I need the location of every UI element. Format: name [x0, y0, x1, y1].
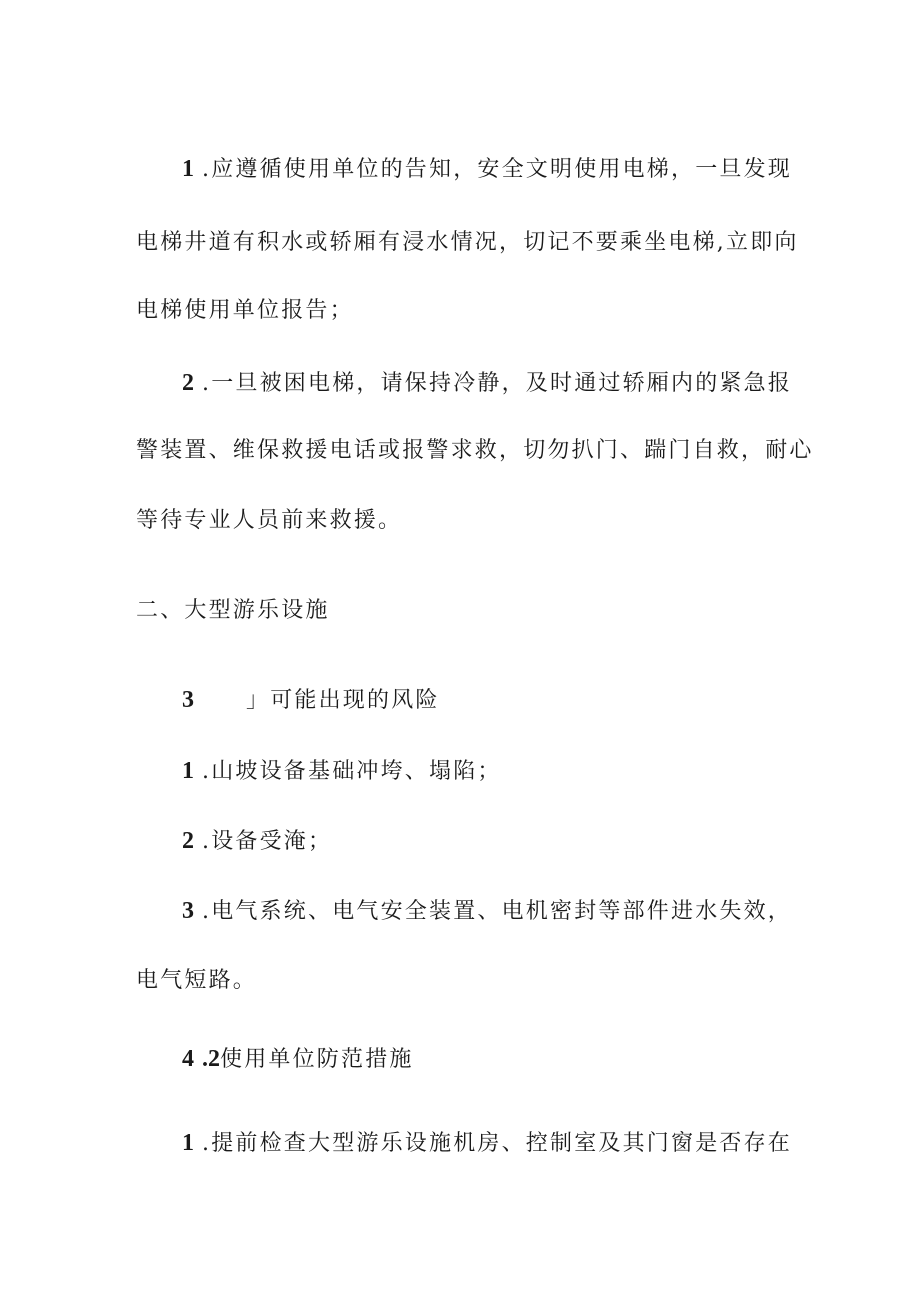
subheading-risks-text: 」可能出现的风险: [246, 688, 440, 713]
p1-text-line2: 电梯井道有积水或轿厢有浸水情况，切记不要乘坐电梯,立即向: [136, 230, 799, 255]
measure-item-1: [182, 1128, 792, 1159]
p1-line3: [136, 296, 354, 326]
subheading-risks: [182, 685, 440, 716]
p1-text-line1: .应遵循使用单位的告知，安全文明使用电梯，一旦发现: [202, 157, 792, 182]
subheading-risks-number: 3: [182, 687, 194, 713]
subheading-measures-text: 使用单位防范措施: [220, 1047, 414, 1072]
risk-item-2: [182, 826, 332, 857]
p1-line1: [182, 154, 792, 185]
risk-1-text: .山坡设备基础冲垮、塌陷；: [202, 759, 502, 784]
risk-3-text-line1: .电气系统、电气安全装置、电机密封等部件进水失效，: [202, 899, 792, 924]
risk-item-3-line1: [182, 896, 792, 927]
p2-text-line2: 警装置、维保救援电话或报警求救，切勿扒门、踹门自救，耐心: [136, 438, 814, 463]
p1-number: 1: [182, 156, 194, 182]
risk-2-number: 2: [182, 828, 194, 854]
risk-item-3-line2: [136, 966, 257, 996]
p2-line2: [136, 436, 814, 466]
p1-text-line3: 电梯使用单位报告；: [136, 298, 354, 323]
section-heading: [136, 596, 330, 626]
p1-line2: [136, 228, 799, 258]
subheading-measures: [182, 1044, 414, 1075]
measure-1-number: 1: [182, 1130, 194, 1156]
p2-line3: [136, 506, 402, 536]
risk-3-number: 3: [182, 898, 194, 924]
subheading-measures-number-suffix: .2: [202, 1046, 220, 1072]
measure-1-text: .提前检查大型游乐设施机房、控制室及其门窗是否存在: [202, 1131, 792, 1156]
p2-number: 2: [182, 370, 194, 396]
p2-line1: [182, 368, 792, 399]
subheading-measures-number: 4: [182, 1046, 194, 1072]
p2-text-line3: 等待专业人员前来救援。: [136, 508, 403, 533]
risk-item-1: [182, 756, 502, 787]
risk-1-number: 1: [182, 758, 194, 784]
risk-3-text-line2: 电气短路。: [136, 968, 258, 993]
p2-text-line1: .一旦被困电梯，请保持冷静，及时通过轿厢内的紧急报: [202, 371, 792, 396]
risk-2-text: .设备受淹；: [202, 829, 333, 854]
section-heading-text: 二、大型游乐设施: [136, 598, 330, 623]
